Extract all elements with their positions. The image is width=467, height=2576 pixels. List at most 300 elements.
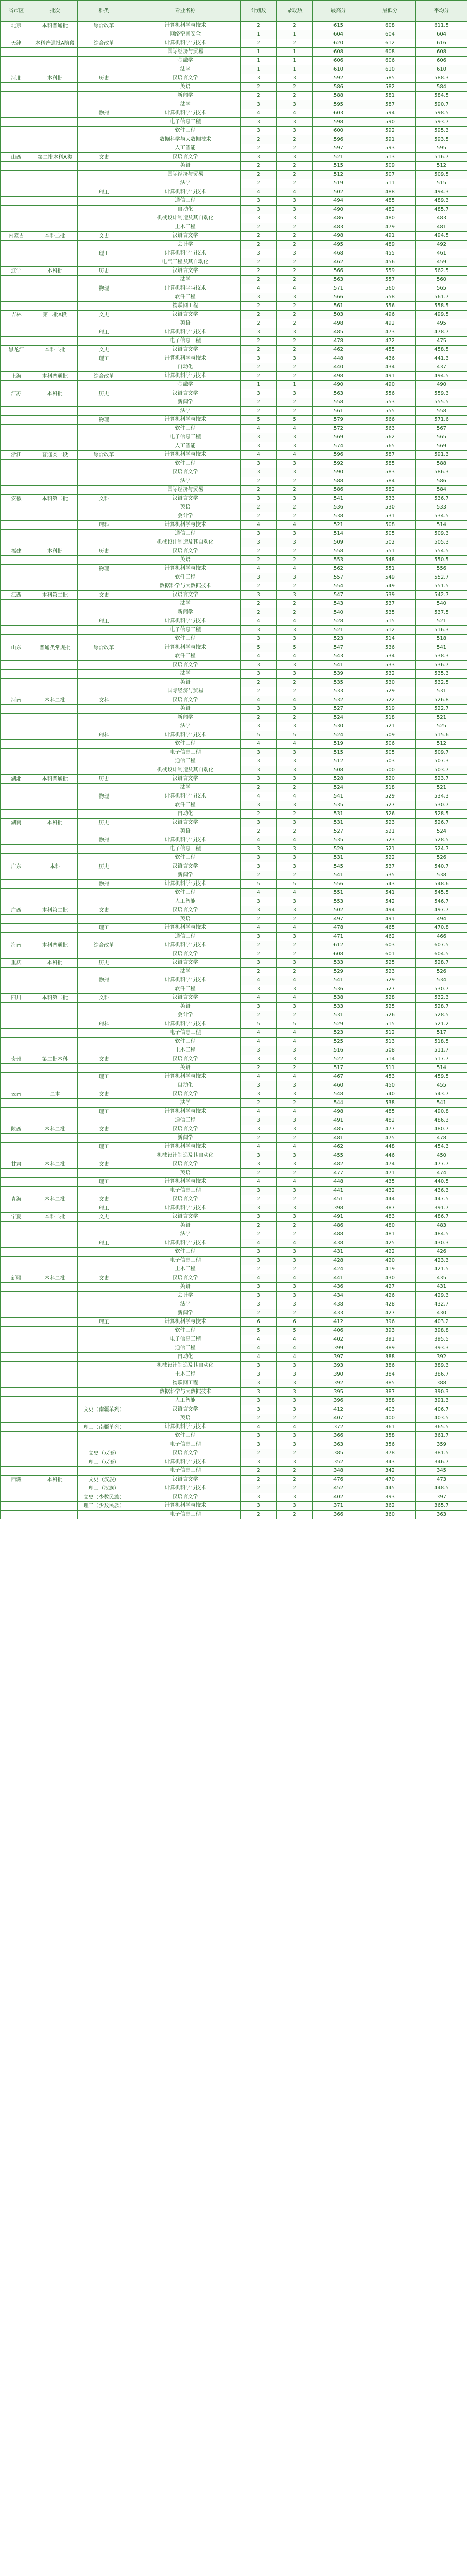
min-score-cell: 521	[364, 845, 416, 854]
avg-score-cell: 440.5	[416, 1178, 467, 1187]
table-row	[1, 766, 467, 775]
plan-count-cell: 4	[241, 521, 277, 530]
batch-cell	[32, 1405, 78, 1414]
batch-cell	[32, 1362, 78, 1370]
avg-score-cell: 346.7	[416, 1458, 467, 1467]
major-cell: 汉语言文学	[130, 495, 241, 503]
batch-cell	[32, 661, 78, 670]
batch-cell	[32, 976, 78, 985]
max-score-cell: 521	[313, 626, 364, 635]
batch-cell	[32, 1440, 78, 1449]
avg-score-cell: 528.5	[416, 836, 467, 845]
table-row	[1, 643, 467, 652]
avg-score-cell: 546.7	[416, 897, 467, 906]
avg-score-cell: 478.7	[416, 328, 467, 337]
plan-count-cell: 3	[241, 705, 277, 714]
max-score-cell: 528	[313, 617, 364, 626]
batch-cell	[32, 1379, 78, 1388]
plan-count-cell: 4	[241, 1423, 277, 1432]
table-row	[1, 819, 467, 827]
avg-score-cell: 525	[416, 722, 467, 731]
max-score-cell: 553	[313, 897, 364, 906]
min-score-cell: 378	[364, 1449, 416, 1458]
major-cell: 国际经济与贸易	[130, 486, 241, 495]
avg-score-cell: 481	[416, 223, 467, 232]
category-cell	[78, 714, 130, 722]
avg-score-cell: 388	[416, 1379, 467, 1388]
min-score-cell: 525	[364, 1003, 416, 1011]
max-score-cell: 529	[313, 845, 364, 854]
major-cell: 电子信息工程	[130, 749, 241, 757]
major-cell: 计算机科学与技术	[130, 1458, 241, 1467]
batch-cell	[32, 214, 78, 223]
avg-score-cell: 509.3	[416, 530, 467, 538]
min-score-cell: 389	[364, 1344, 416, 1353]
plan-count-cell: 2	[241, 941, 277, 950]
plan-count-cell: 3	[241, 897, 277, 906]
plan-count-cell: 2	[241, 258, 277, 267]
batch-cell: 本科批	[32, 74, 78, 83]
plan-count-cell: 3	[241, 530, 277, 538]
admitted-count-cell: 3	[277, 1379, 313, 1388]
category-cell	[78, 1300, 130, 1309]
min-score-cell: 494	[364, 906, 416, 915]
category-cell	[78, 214, 130, 223]
admitted-count-cell: 3	[277, 206, 313, 214]
avg-score-cell: 616	[416, 39, 467, 48]
batch-cell: 本科第二批	[32, 906, 78, 915]
batch-cell	[32, 92, 78, 100]
admitted-count-cell: 5	[277, 1327, 313, 1335]
avg-score-cell: 389.3	[416, 1362, 467, 1370]
admitted-count-cell: 4	[277, 1353, 313, 1362]
plan-count-cell: 3	[241, 661, 277, 670]
category-cell	[78, 1222, 130, 1230]
major-cell: 汉语言文学	[130, 389, 241, 398]
max-score-cell: 547	[313, 643, 364, 652]
plan-count-cell: 2	[241, 22, 277, 30]
batch-cell	[32, 810, 78, 819]
table-row	[1, 162, 467, 171]
major-cell: 通信工程	[130, 530, 241, 538]
avg-score-cell: 556	[416, 565, 467, 573]
category-cell	[78, 65, 130, 74]
max-score-cell: 402	[313, 1493, 364, 1502]
max-score-cell: 438	[313, 1300, 364, 1309]
category-cell	[78, 223, 130, 232]
province-cell	[1, 1248, 32, 1257]
admitted-count-cell: 3	[277, 1370, 313, 1379]
table-row	[1, 1476, 467, 1484]
category-cell	[78, 460, 130, 468]
max-score-cell: 363	[313, 1440, 364, 1449]
category-cell	[78, 1344, 130, 1353]
plan-count-cell: 5	[241, 416, 277, 425]
max-score-cell: 488	[313, 1230, 364, 1239]
avg-score-cell: 548.6	[416, 880, 467, 889]
category-cell	[78, 1353, 130, 1362]
min-score-cell: 343	[364, 1458, 416, 1467]
major-cell: 计算机科学与技术	[130, 1423, 241, 1432]
max-score-cell: 574	[313, 442, 364, 451]
table-row	[1, 1449, 467, 1458]
major-cell: 会计学	[130, 241, 241, 249]
max-score-cell: 399	[313, 1344, 364, 1353]
batch-cell	[32, 1502, 78, 1511]
major-cell: 汉语言文学	[130, 1449, 241, 1458]
table-row	[1, 65, 467, 74]
major-cell: 计算机科学与技术	[130, 372, 241, 381]
province-cell	[1, 538, 32, 547]
table-row	[1, 109, 467, 118]
min-score-cell: 427	[364, 1309, 416, 1318]
table-row	[1, 477, 467, 486]
province-cell	[1, 284, 32, 293]
table-row	[1, 705, 467, 714]
province-cell	[1, 363, 32, 372]
batch-cell	[32, 1511, 78, 1519]
admitted-count-cell: 3	[277, 1362, 313, 1370]
max-score-cell: 524	[313, 784, 364, 792]
admitted-count-cell: 2	[277, 92, 313, 100]
province-cell	[1, 679, 32, 687]
plan-count-cell: 4	[241, 994, 277, 1003]
admitted-count-cell: 3	[277, 705, 313, 714]
admitted-count-cell: 2	[277, 608, 313, 617]
admitted-count-cell: 2	[277, 135, 313, 144]
avg-score-cell: 466	[416, 933, 467, 941]
major-cell: 数据科学与大数据技术	[130, 582, 241, 591]
province-cell	[1, 1344, 32, 1353]
header-admitted: 录取数	[277, 1, 313, 22]
avg-score-cell: 521	[416, 714, 467, 722]
max-score-cell: 566	[313, 293, 364, 302]
min-score-cell: 387	[364, 1388, 416, 1397]
plan-count-cell: 3	[241, 1388, 277, 1397]
admitted-count-cell: 3	[277, 661, 313, 670]
min-score-cell: 542	[364, 897, 416, 906]
min-score-cell: 448	[364, 1143, 416, 1151]
plan-count-cell: 4	[241, 1108, 277, 1116]
plan-count-cell: 4	[241, 1274, 277, 1283]
avg-score-cell: 516.7	[416, 153, 467, 162]
category-cell	[78, 83, 130, 92]
admitted-count-cell: 3	[277, 749, 313, 757]
header-avg-score: 平均分	[416, 1, 467, 22]
plan-count-cell: 3	[241, 389, 277, 398]
admitted-count-cell: 1	[277, 65, 313, 74]
table-row	[1, 573, 467, 582]
batch-cell	[32, 1064, 78, 1073]
table-row	[1, 1116, 467, 1125]
province-cell	[1, 477, 32, 486]
max-score-cell: 485	[313, 328, 364, 337]
table-row	[1, 538, 467, 547]
table-row	[1, 652, 467, 661]
avg-score-cell: 540	[416, 600, 467, 608]
plan-count-cell: 2	[241, 1222, 277, 1230]
admitted-count-cell: 4	[277, 836, 313, 845]
batch-cell	[32, 801, 78, 810]
batch-cell	[32, 381, 78, 389]
table-row	[1, 337, 467, 346]
major-cell: 计算机科学与技术	[130, 1204, 241, 1213]
major-cell: 法学	[130, 784, 241, 792]
category-cell	[78, 740, 130, 749]
province-cell	[1, 897, 32, 906]
province-cell	[1, 1511, 32, 1519]
max-score-cell: 541	[313, 661, 364, 670]
batch-cell	[32, 1134, 78, 1143]
max-score-cell: 468	[313, 249, 364, 258]
min-score-cell: 525	[364, 959, 416, 968]
category-cell: 综合改革	[78, 22, 130, 30]
min-score-cell: 388	[364, 1353, 416, 1362]
max-score-cell: 407	[313, 1414, 364, 1423]
admitted-count-cell: 1	[277, 57, 313, 65]
table-row	[1, 897, 467, 906]
batch-cell	[32, 1108, 78, 1116]
avg-score-cell: 478	[416, 1134, 467, 1143]
province-cell: 四川	[1, 994, 32, 1003]
max-score-cell: 485	[313, 1125, 364, 1134]
table-row	[1, 1230, 467, 1239]
avg-score-cell: 534	[416, 976, 467, 985]
plan-count-cell: 2	[241, 135, 277, 144]
max-score-cell: 385	[313, 1449, 364, 1458]
max-score-cell: 527	[313, 827, 364, 836]
admitted-count-cell: 2	[277, 1011, 313, 1020]
major-cell: 英语	[130, 162, 241, 171]
category-cell: 物理	[78, 565, 130, 573]
major-cell: 英语	[130, 556, 241, 565]
max-score-cell: 544	[313, 1099, 364, 1108]
plan-count-cell: 3	[241, 1458, 277, 1467]
plan-count-cell: 3	[241, 1248, 277, 1257]
min-score-cell: 556	[364, 389, 416, 398]
avg-score-cell: 606	[416, 57, 467, 65]
batch-cell	[32, 1099, 78, 1108]
min-score-cell: 508	[364, 1046, 416, 1055]
admitted-count-cell: 4	[277, 1239, 313, 1248]
province-cell	[1, 1370, 32, 1379]
plan-count-cell: 2	[241, 171, 277, 179]
avg-score-cell: 538	[416, 871, 467, 880]
batch-cell	[32, 1073, 78, 1081]
plan-count-cell: 2	[241, 784, 277, 792]
category-cell	[78, 241, 130, 249]
min-score-cell: 387	[364, 1204, 416, 1213]
min-score-cell: 603	[364, 941, 416, 950]
admitted-count-cell: 2	[277, 871, 313, 880]
province-cell	[1, 687, 32, 696]
admitted-count-cell: 2	[277, 1099, 313, 1108]
min-score-cell: 474	[364, 1160, 416, 1169]
table-row	[1, 451, 467, 460]
batch-cell: 本科普通批	[32, 941, 78, 950]
category-cell: 理工	[78, 1073, 130, 1081]
major-cell: 计算机科学与技术	[130, 354, 241, 363]
province-cell: 上海	[1, 372, 32, 381]
category-cell	[78, 337, 130, 346]
plan-count-cell: 2	[241, 810, 277, 819]
batch-cell	[32, 1283, 78, 1292]
major-cell: 汉语言文学	[130, 311, 241, 319]
batch-cell	[32, 1397, 78, 1405]
table-row	[1, 1160, 467, 1169]
min-score-cell: 532	[364, 670, 416, 679]
max-score-cell: 402	[313, 1335, 364, 1344]
plan-count-cell: 4	[241, 425, 277, 433]
province-cell	[1, 1020, 32, 1029]
batch-cell	[32, 1222, 78, 1230]
plan-count-cell: 2	[241, 1309, 277, 1318]
min-score-cell: 446	[364, 1151, 416, 1160]
major-cell: 英语	[130, 1414, 241, 1423]
table-row	[1, 92, 467, 100]
admitted-count-cell: 2	[277, 311, 313, 319]
table-row	[1, 311, 467, 319]
category-cell	[78, 433, 130, 442]
major-cell: 法学	[130, 670, 241, 679]
province-cell	[1, 573, 32, 582]
table-row	[1, 1335, 467, 1344]
batch-cell	[32, 731, 78, 740]
batch-cell	[32, 1003, 78, 1011]
major-cell: 新闻学	[130, 871, 241, 880]
max-score-cell: 521	[313, 521, 364, 530]
plan-count-cell: 3	[241, 460, 277, 468]
province-cell	[1, 652, 32, 661]
admitted-count-cell: 3	[277, 1213, 313, 1222]
province-cell	[1, 442, 32, 451]
avg-score-cell: 528.7	[416, 959, 467, 968]
max-score-cell: 490	[313, 206, 364, 214]
max-score-cell: 543	[313, 600, 364, 608]
province-cell	[1, 1362, 32, 1370]
plan-count-cell: 3	[241, 206, 277, 214]
table-row	[1, 854, 467, 862]
table-row	[1, 801, 467, 810]
major-cell: 软件工程	[130, 573, 241, 582]
category-cell	[78, 1038, 130, 1046]
category-cell: 物理	[78, 836, 130, 845]
admitted-count-cell: 3	[277, 442, 313, 451]
batch-cell	[32, 1449, 78, 1458]
plan-count-cell: 2	[241, 346, 277, 354]
category-cell	[78, 1081, 130, 1090]
header-province: 省市区	[1, 1, 32, 22]
province-cell	[1, 197, 32, 206]
avg-score-cell: 391.3	[416, 1397, 467, 1405]
major-cell: 英语	[130, 1222, 241, 1230]
admitted-count-cell: 4	[277, 425, 313, 433]
table-row	[1, 1248, 467, 1257]
avg-score-cell: 526	[416, 854, 467, 862]
batch-cell	[32, 188, 78, 197]
table-row	[1, 258, 467, 267]
avg-score-cell: 571.6	[416, 416, 467, 425]
batch-cell	[32, 521, 78, 530]
province-cell	[1, 118, 32, 127]
max-score-cell: 551	[313, 889, 364, 897]
max-score-cell: 392	[313, 1379, 364, 1388]
max-score-cell: 566	[313, 267, 364, 276]
province-cell	[1, 337, 32, 346]
batch-cell	[32, 792, 78, 801]
admitted-count-cell: 3	[277, 118, 313, 127]
min-score-cell: 601	[364, 950, 416, 959]
max-score-cell: 462	[313, 346, 364, 354]
batch-cell	[32, 836, 78, 845]
province-cell: 西藏	[1, 1476, 32, 1484]
plan-count-cell: 1	[241, 30, 277, 39]
major-cell: 土木工程	[130, 1370, 241, 1379]
category-cell: 文史	[78, 1274, 130, 1283]
plan-count-cell: 2	[241, 582, 277, 591]
avg-score-cell: 540.7	[416, 862, 467, 871]
plan-count-cell: 2	[241, 547, 277, 556]
major-cell: 英语	[130, 83, 241, 92]
max-score-cell: 562	[313, 565, 364, 573]
major-cell: 计算机科学与技术	[130, 1239, 241, 1248]
min-score-cell: 503	[364, 757, 416, 766]
admitted-count-cell: 4	[277, 1274, 313, 1283]
category-cell: 理工	[78, 924, 130, 933]
avg-score-cell: 455	[416, 1081, 467, 1090]
province-cell: 天津	[1, 39, 32, 48]
category-cell	[78, 503, 130, 512]
min-score-cell: 581	[364, 92, 416, 100]
admitted-count-cell: 3	[277, 1187, 313, 1195]
plan-count-cell: 3	[241, 1300, 277, 1309]
batch-cell: 本科	[32, 862, 78, 871]
plan-count-cell: 3	[241, 845, 277, 854]
admitted-count-cell: 2	[277, 39, 313, 48]
min-score-cell: 432	[364, 1187, 416, 1195]
category-cell	[78, 319, 130, 328]
max-score-cell: 440	[313, 363, 364, 372]
max-score-cell: 452	[313, 1484, 364, 1493]
max-score-cell: 571	[313, 284, 364, 293]
avg-score-cell: 474	[416, 1169, 467, 1178]
major-cell: 汉语言文学	[130, 950, 241, 959]
table-row	[1, 915, 467, 924]
max-score-cell: 478	[313, 924, 364, 933]
max-score-cell: 509	[313, 538, 364, 547]
avg-score-cell: 561.7	[416, 293, 467, 302]
category-cell	[78, 293, 130, 302]
province-cell	[1, 740, 32, 749]
major-cell: 软件工程	[130, 1327, 241, 1335]
avg-score-cell: 524.7	[416, 845, 467, 854]
min-score-cell: 557	[364, 276, 416, 284]
admitted-count-cell: 3	[277, 670, 313, 679]
category-cell: 文史	[78, 311, 130, 319]
province-cell	[1, 784, 32, 792]
plan-count-cell: 3	[241, 801, 277, 810]
max-score-cell: 460	[313, 1081, 364, 1090]
batch-cell	[32, 223, 78, 232]
admitted-count-cell: 4	[277, 1108, 313, 1116]
category-cell	[78, 171, 130, 179]
category-cell: 综合改革	[78, 643, 130, 652]
major-cell: 软件工程	[130, 1038, 241, 1046]
province-cell: 辽宁	[1, 267, 32, 276]
min-score-cell: 536	[364, 643, 416, 652]
batch-cell	[32, 1335, 78, 1344]
min-score-cell: 583	[364, 468, 416, 477]
